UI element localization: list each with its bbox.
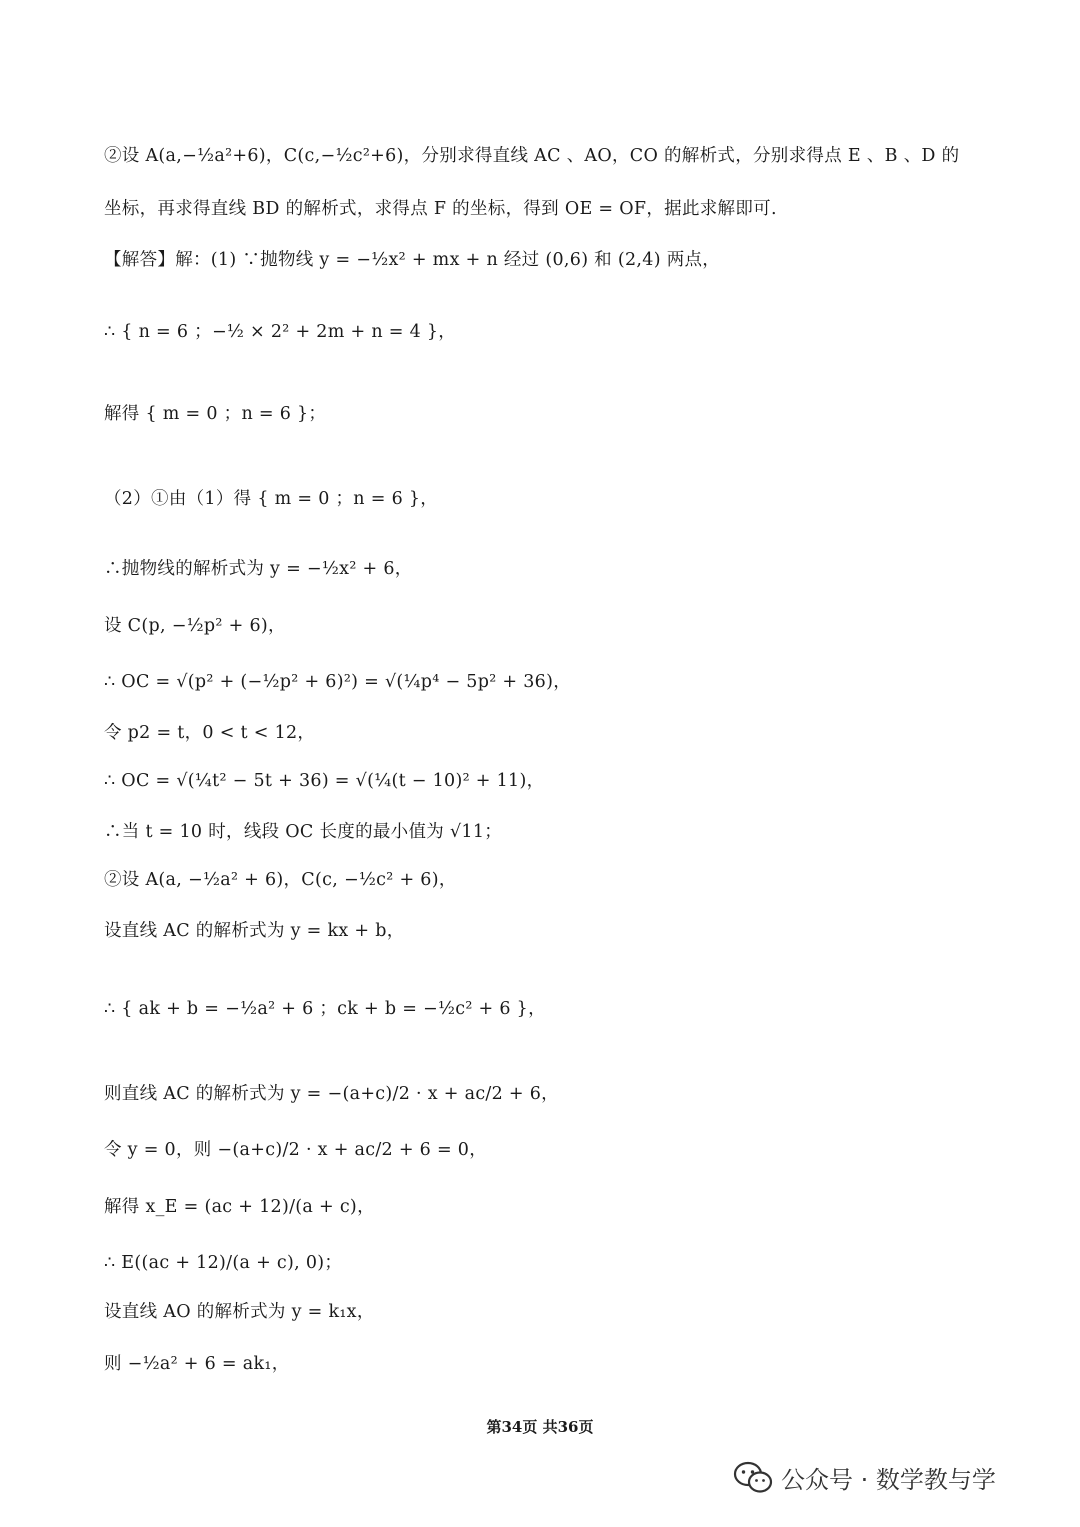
text-line: ∴ OC = √(¼t² − 5t + 36) = √(¼(t − 10)² + 11)， [104,771,545,791]
text-line: ∴当 t = 10 时，线段 OC 长度的最小值为 √11； [104,822,503,842]
text-line: 【解答】解：(1) ∵抛物线 y = −½x² + mx + n 经过 (0,6) 和 (2,4) 两点， [104,250,721,270]
text-line: ∴ { ak + b = −½a² + 6 ；ck + b = −½c² + 6 }， [104,999,546,1019]
text-line: 解得 { m = 0 ；n = 6 }； [104,404,327,424]
text-line: ∴ OC = √(p² + (−½p² + 6)²) = √(¼p⁴ − 5p² + 36)， [104,672,572,692]
text-line: ②设 A(a,−½a²+6)，C(c,−½c²+6)，分别求得直线 AC 、AO，CO 的解析式，分别求得点 E 、B 、D 的 [104,146,960,166]
text-line: ②设 A(a, −½a² + 6)，C(c, −½c² + 6)， [104,870,457,890]
text-line: 解得 x_E = (ac + 12)/(a + c)， [104,1197,375,1217]
text-line: 令 p2 = t，0 < t < 12， [104,723,316,743]
text-line: 设 C(p, −½p² + 6)， [104,616,286,636]
text-line: ∴抛物线的解析式为 y = −½x² + 6， [104,559,413,579]
wechat-icon [733,1461,773,1495]
text-line: 令 y = 0，则 −(a+c)/2 · x + ac/2 + 6 = 0， [104,1140,488,1160]
text-line: 设直线 AO 的解析式为 y = k₁x， [104,1302,375,1322]
text-line: ∴ { n = 6 ；−½ × 2² + 2m + n = 4 }， [104,322,457,342]
text-line: 则 −½a² + 6 = ak₁， [104,1354,290,1374]
watermark-text: 公众号 · 数学教与学 [781,1466,996,1494]
text-line: ∴ E((ac + 12)/(a + c), 0)； [104,1253,343,1273]
watermark [733,1460,996,1495]
text-line: 设直线 AC 的解析式为 y = kx + b， [104,921,405,941]
page-footer: 第34页 共36页 [486,1418,594,1436]
text-line: 坐标，再求得直线 BD 的解析式，求得点 F 的坐标，得到 OE = OF，据此求解即可. [104,199,777,219]
text-line: 则直线 AC 的解析式为 y = −(a+c)/2 · x + ac/2 + 6， [104,1084,559,1104]
text-line: （2）①由（1）得 { m = 0 ；n = 6 }， [104,489,439,509]
